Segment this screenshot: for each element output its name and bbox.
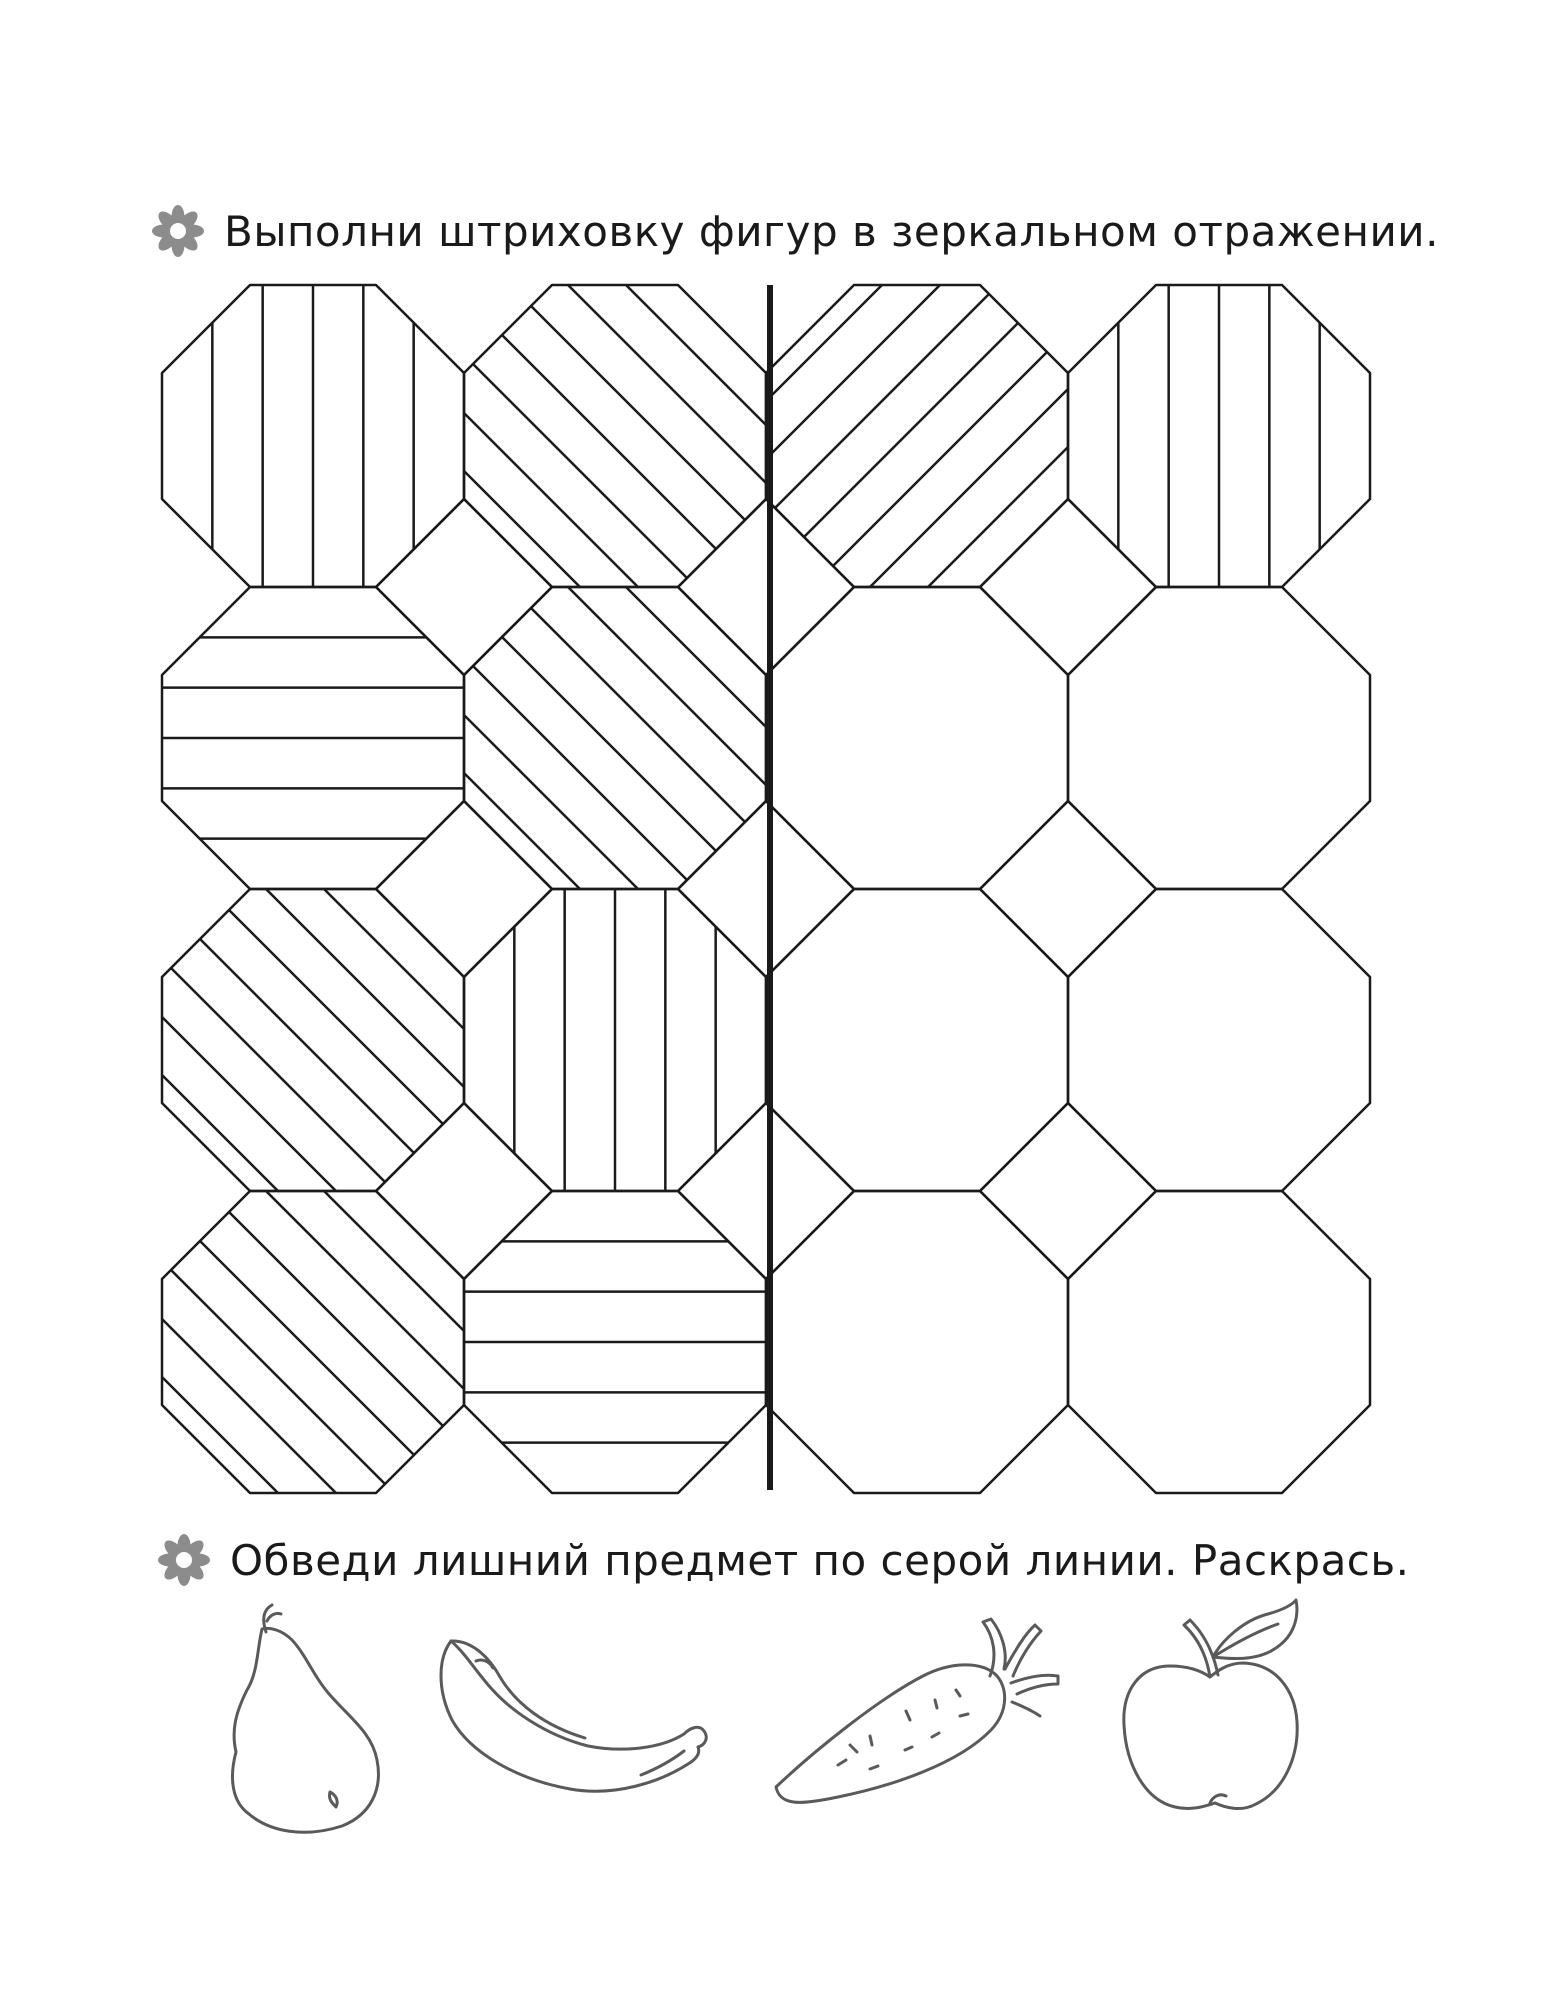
banana-icon[interactable]	[441, 1641, 706, 1791]
apple-icon[interactable]	[1124, 1600, 1297, 1809]
task-1-text: Выполни штриховку фигур в зеркальном отражении.	[224, 206, 1439, 256]
task-2-text: Обведи лишний предмет по серой линии. Раскрась.	[230, 1535, 1410, 1585]
pear-icon[interactable]	[232, 1605, 378, 1832]
carrot-icon[interactable]	[776, 1619, 1058, 1802]
